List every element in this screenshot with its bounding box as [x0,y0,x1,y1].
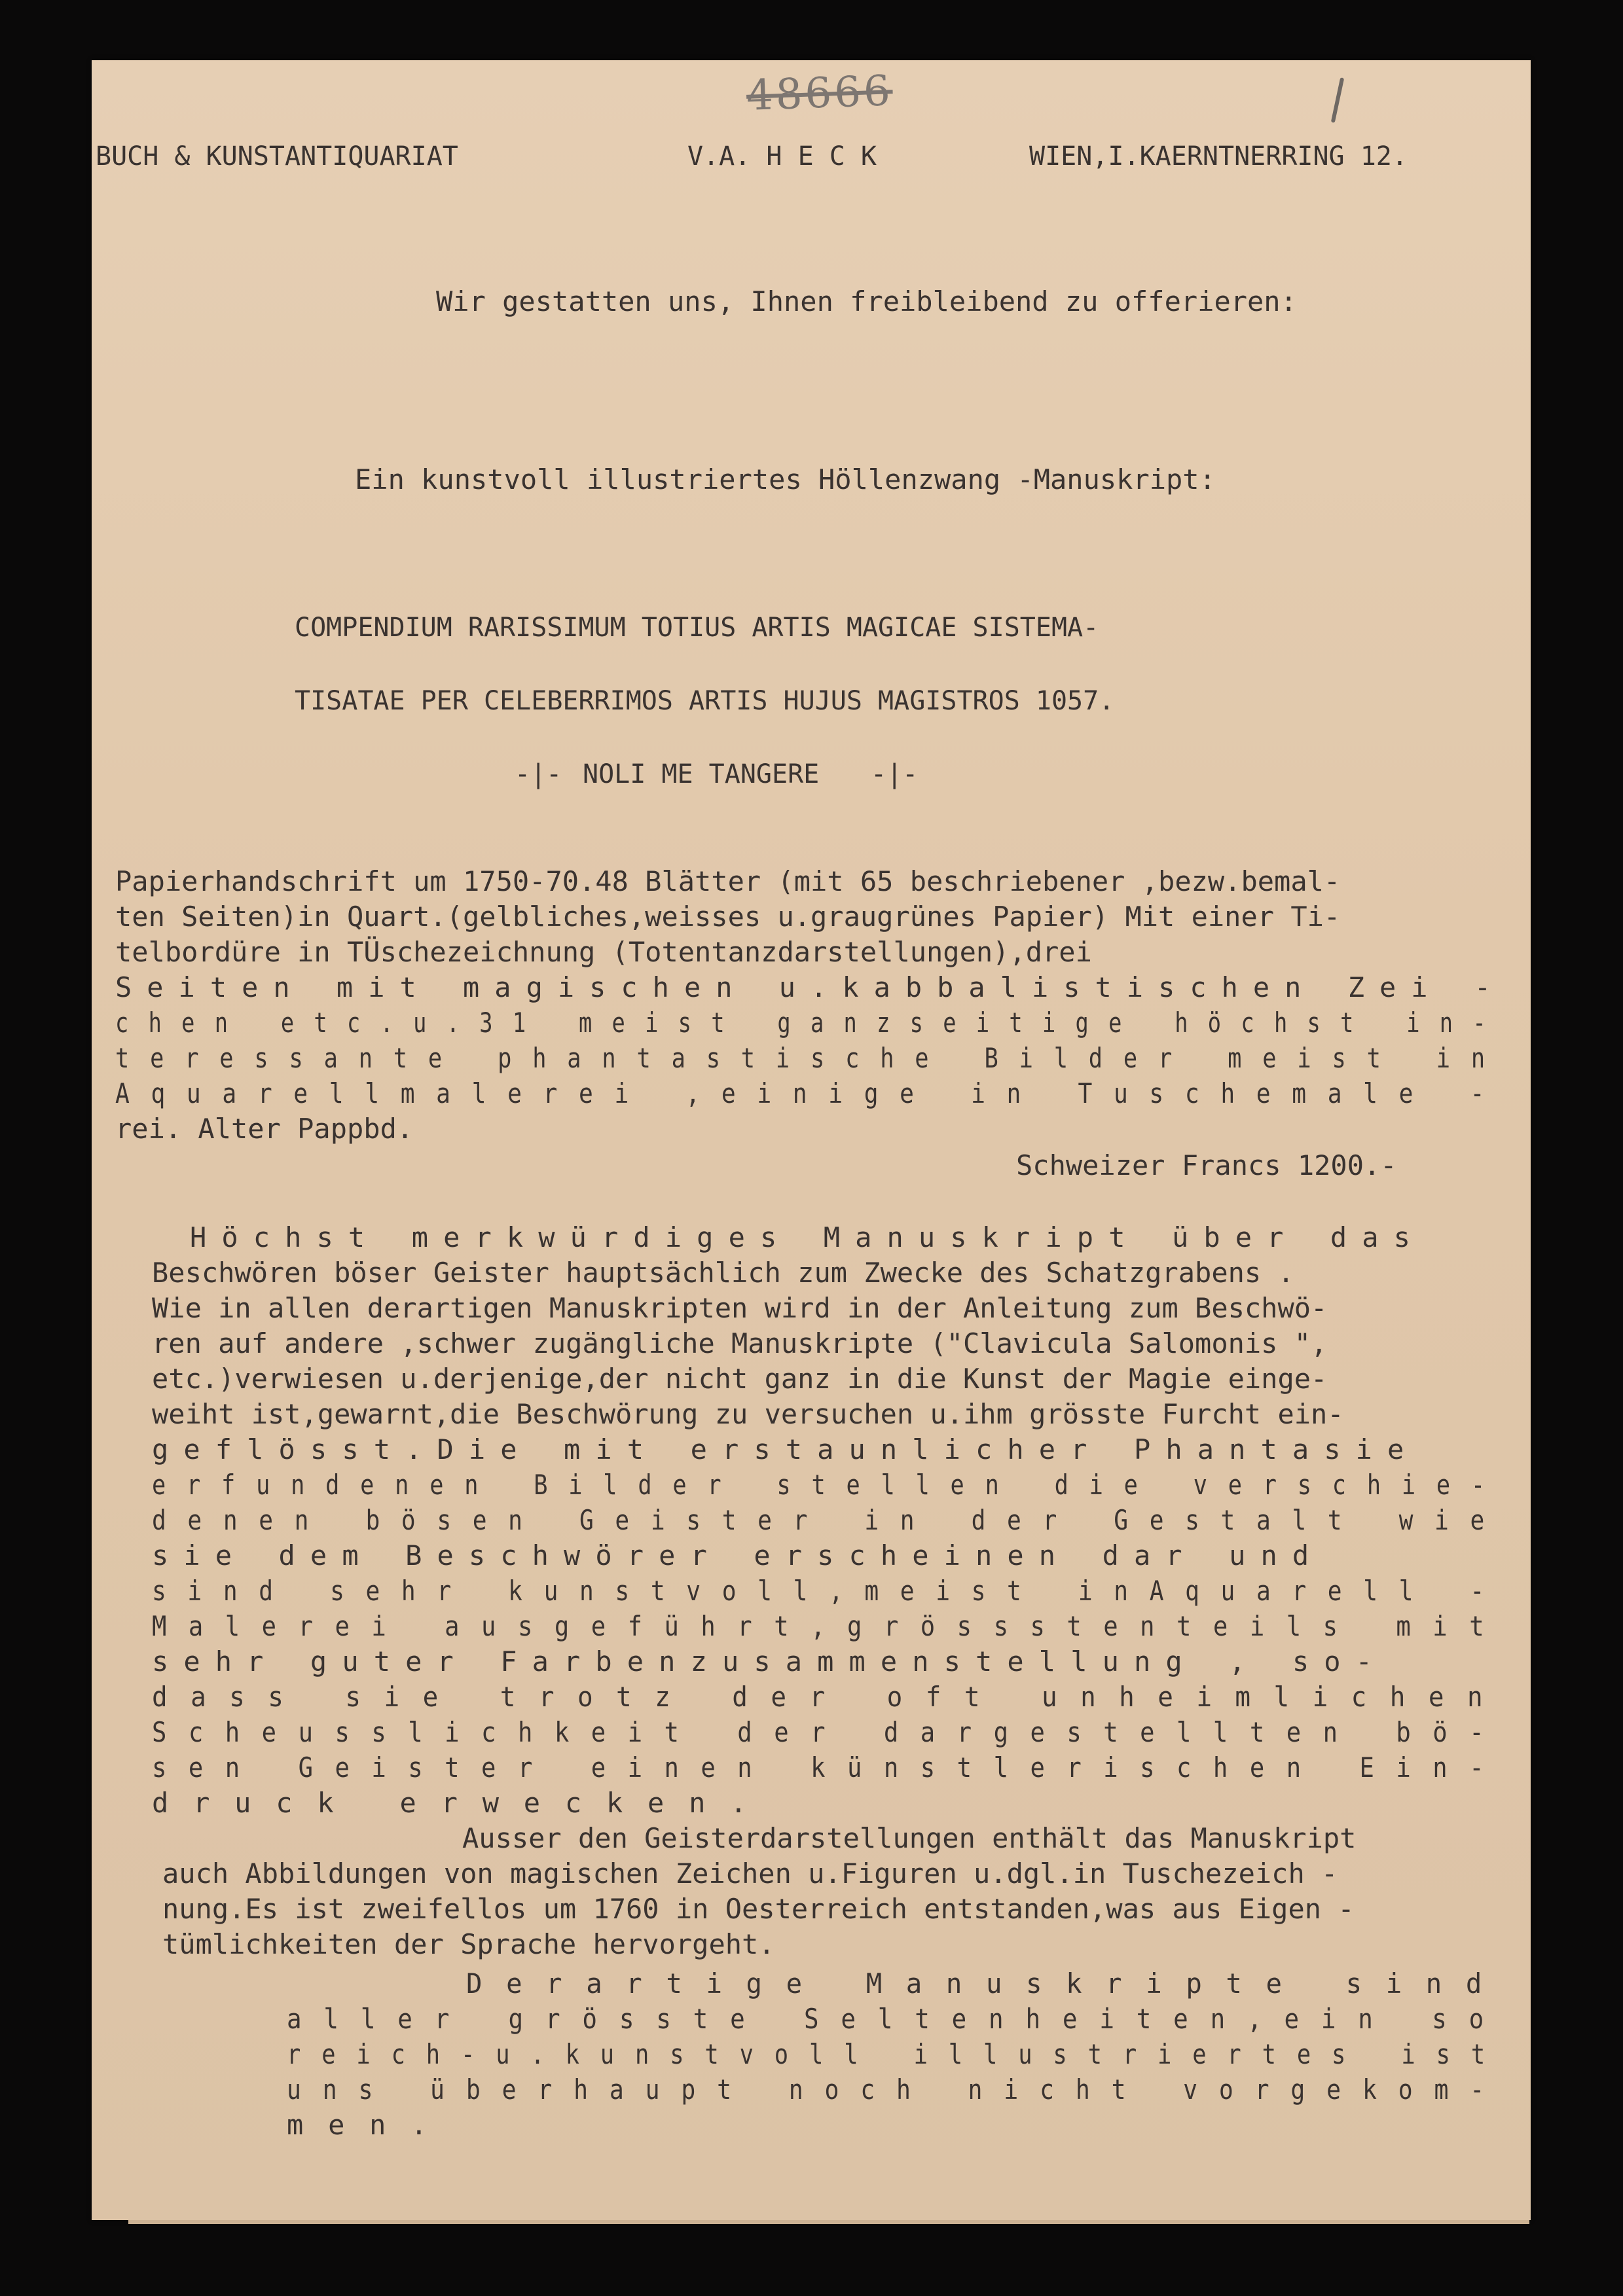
description-line-2: ten Seiten)in Quart.(gelbliches,weisses u.graugrünes Papier) Mit einer Ti- [115,901,1341,933]
body-line-13: sehr guter Farbenzusammenstellung , so- [152,1645,1388,1677]
body-line-23: aller grösste Seltenheiten,ein so [287,2003,1506,2035]
body-line-17: druck erwecken. [152,1787,772,1819]
body-line-6: weiht ist,gewarnt,die Beschwörung zu versuchen u.ihm grösste Furcht ein- [152,1398,1344,1430]
archive-number: 48666 [745,67,894,120]
motto-cross-left: -|- [515,759,562,789]
body-line-15: Scheusslichkeit der dargestellten bö- [152,1716,1506,1748]
body-line-22: Derartige Manuskripte sind [466,1967,1506,2000]
motto: NOLI ME TANGERE [583,759,820,789]
intro-line: Wir gestatten uns, Ihnen freibleibend zu offerieren: [436,285,1297,317]
price: Schweizer Francs 1200.- [1016,1149,1397,1181]
title-line-2: TISATAE PER CELEBERRIMOS ARTIS HUJUS MAGISTROS 1057. [295,686,1115,716]
body-line-3: Wie in allen derartigen Manuskripten wird in der Anleitung zum Beschwö- [152,1292,1328,1324]
body-line-20: nung.Es ist zweifellos um 1760 in Oesterreich entstanden,was aus Eigen - [162,1893,1355,1925]
body-line-16: sen Geister einen künstlerischen Ein- [152,1751,1506,1784]
title-line-1: COMPENDIUM RARISSIMUM TOTIUS ARTIS MAGICAE SISTEMA- [295,613,1099,643]
body-line-5: etc.)verwiesen u.derjenige,der nicht ganz in die Kunst der Magie einge- [152,1363,1328,1395]
body-line-24: reich-u.kunstvoll illustriertes ist [287,2038,1506,2070]
body-line-1: Höchst merkwürdiges Manuskript über das [190,1221,1426,1253]
description-line-7: Aquarellmalerei ,einige in Tuschemale - [115,1077,1506,1109]
motto-cross-right: -|- [871,759,919,789]
header-address: WIEN,I.KAERNTNERRING 12. [1029,141,1408,171]
body-line-2: Beschwören böser Geister hauptsächlich zum Zwecke des Schatzgrabens . [152,1257,1294,1289]
body-line-9: denen bösen Geister in der Gestalt wie [152,1504,1506,1536]
body-line-12: Malerei ausgeführt,grössstenteils mit [152,1610,1506,1642]
body-line-11: sind sehr kunstvoll,meist inAquarell - [152,1575,1506,1607]
body-line-7: geflösst.Die mit erstaunlicher Phantasie [152,1433,1419,1465]
body-line-8: erfundenen Bilder stellen die verschie- [152,1469,1506,1501]
description-line-5: chen etc.u.31 meist ganzseitige höchst in- [115,1007,1506,1039]
header-name: V.A. H E C K [687,141,877,171]
header-firm: BUCH & KUNSTANTIQUARIAT [96,141,458,171]
body-line-25: uns überhaupt noch nicht vorgekom- [287,2073,1506,2106]
body-line-26: men. [287,2109,452,2141]
body-line-14: dass sie trotz der oft unheimlichen [152,1681,1506,1713]
description-line-4: Seiten mit magischen u.kabbalistischen Zei - [115,971,1506,1003]
subject-line: Ein kunstvoll illustriertes Höllenzwang -Manuskript: [355,463,1216,495]
body-line-10: sie dem Beschwörer erscheinen dar und [152,1539,1324,1571]
body-line-19: auch Abbildungen von magischen Zeichen u.Figuren u.dgl.in Tuschezeich - [162,1857,1338,1890]
body-line-18: Ausser den Geisterdarstellungen enthält das Manuskript [462,1822,1357,1854]
page-edge [128,2220,1529,2224]
body-line-21: tümlichkeiten der Sprache hervorgeht. [162,1928,775,1960]
description-line-8: rei. Alter Pappbd. [115,1113,414,1145]
description-line-1: Papierhandschrift um 1750-70.48 Blätter (mit 65 beschriebener ,bezw.bemal- [115,865,1341,897]
description-line-6: teressante phantastische Bilder meist in [115,1042,1506,1074]
description-line-3: telbordüre in TÜschezeichnung (Totentanzdarstellungen),drei [115,936,1092,968]
body-line-4: ren auf andere ,schwer zugängliche Manuskripte ("Clavicula Salomonis ", [152,1327,1328,1359]
